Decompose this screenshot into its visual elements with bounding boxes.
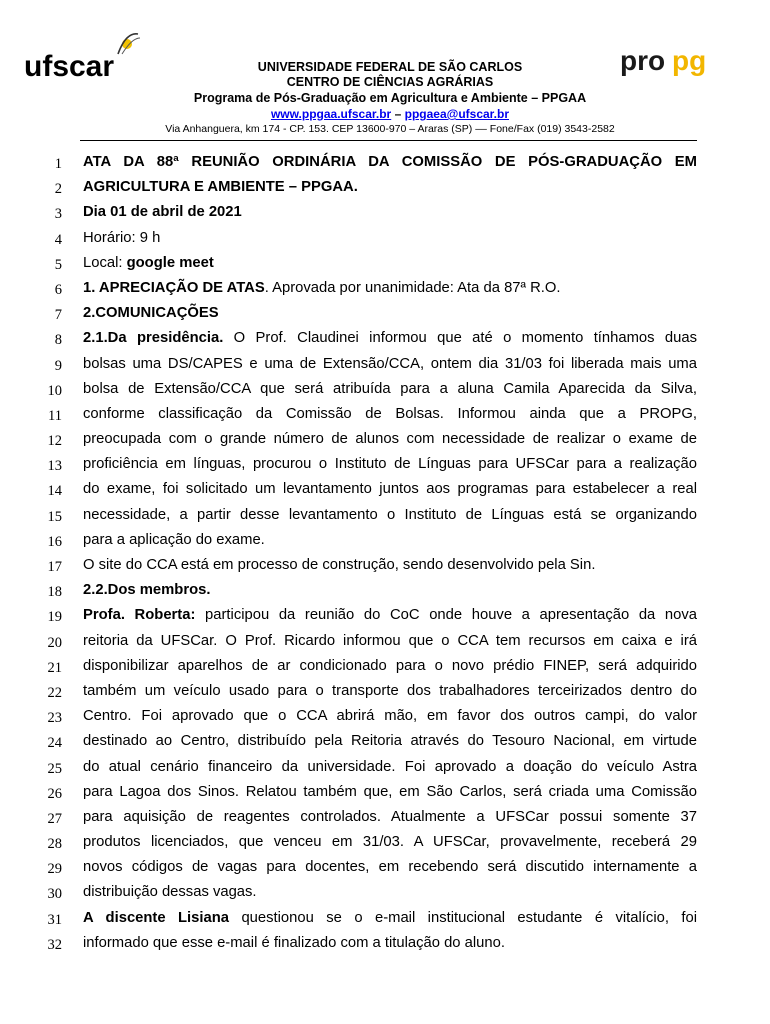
line-number: 27 [47, 810, 62, 827]
text-segment: Centro. Foi aprovado que o CCA abrirá mão, em favor dos outros campi, do valor [83, 708, 697, 725]
document-line [0, 202, 770, 227]
text-segment: bolsas uma DS/CAPES e uma de Extensão/CCA, ontem dia 31/03 foi liberada mais uma [83, 355, 697, 372]
line-number: 25 [47, 760, 62, 777]
text-segment: preocupada com o grande número de alunos com necessidade de realizar o exame de [83, 431, 697, 448]
line-text [83, 456, 697, 472]
text-segment: para Lagoa dos Sinos. Relatou também que, em São Carlos, será criada uma Comissão [83, 783, 697, 800]
document-line [0, 706, 770, 731]
address-line: Via Anhanguera, km 174 - CP. 153. CEP 13600-970 – Araras (SP) –– Fone/Fax (019) 3543-2582 [165, 123, 615, 135]
bold-text: A discente Lisiana [83, 909, 230, 926]
document-line [0, 479, 770, 504]
line-text [83, 381, 697, 397]
line-number: 18 [47, 584, 62, 601]
document-line [0, 152, 770, 177]
document-line [0, 832, 770, 857]
text-segment: bolsa de Extensão/CCA que será atribuída para a aluna Camila Aparecida da Silva, [83, 380, 697, 397]
line-number: 19 [47, 609, 62, 626]
document-line [0, 404, 770, 429]
line-number: 22 [47, 684, 62, 701]
bold-text: 2.COMUNICAÇÕES [83, 305, 219, 322]
document-line [0, 253, 770, 278]
line-text [83, 406, 697, 422]
line-number: 29 [47, 861, 62, 878]
bold-text: 1. APRECIAÇÃO DE ATAS [83, 279, 265, 296]
university-name: UNIVERSIDADE FEDERAL DE SÃO CARLOS [257, 60, 523, 74]
line-number: 14 [47, 483, 62, 500]
line-number: 5 [54, 256, 62, 273]
text-segment: distribuição dessas vagas. [83, 884, 257, 901]
text-segment: Local: [83, 254, 127, 271]
line-text [83, 834, 697, 850]
bold-text: ATA DA 88ª REUNIÃO ORDINÁRIA DA COMISSÃO DE PÓS-GRADUAÇÃO EM [83, 154, 697, 170]
line-text [83, 481, 697, 497]
line-number: 30 [47, 886, 62, 903]
line-text [83, 708, 697, 724]
document-line [0, 555, 770, 580]
document-line [0, 731, 770, 756]
ufscar-logo-text: ufscar [24, 50, 115, 83]
text-segment: para aquisição de reagentes controlados. Atualmente a UFSCar possui somente 37 [83, 808, 697, 825]
bold-text: 2.1.Da presidência. [83, 330, 224, 347]
line-number: 10 [47, 382, 62, 399]
document-line [0, 303, 770, 328]
line-number: 8 [54, 332, 62, 349]
line-text [83, 859, 697, 875]
link-separator: – [394, 107, 402, 121]
line-number: 31 [47, 911, 62, 928]
line-number: 23 [47, 710, 62, 727]
svg-text:pg: pg [672, 45, 707, 76]
text-segment: reitoria da UFSCar. O Prof. Ricardo informou que o CCA tem recursos em caixa e irá [83, 632, 697, 649]
text-segment: novos códigos de vagas para docentes, em recebendo será discutido internamente a [83, 859, 697, 876]
document-line [0, 530, 770, 555]
text-segment: do atual cenário financeiro da universidade. Foi aprovado a doação do veículo Astra [83, 758, 697, 775]
bold-text: AGRICULTURA E AMBIENTE – PPGAA. [83, 179, 358, 196]
line-number: 21 [47, 659, 62, 676]
line-text [83, 230, 697, 246]
document-line [0, 429, 770, 454]
line-number: 13 [47, 458, 62, 475]
text-segment: disponibilizar aparelhos de ar condicionado para o novo prédio FINEP, será adquirido [83, 657, 697, 674]
line-text [83, 255, 697, 271]
letterhead [0, 0, 770, 145]
line-number: 16 [47, 533, 62, 550]
line-number: 7 [54, 307, 62, 324]
line-text [83, 431, 697, 447]
line-text [83, 280, 697, 296]
line-number: 3 [54, 206, 62, 223]
text-segment: também um veículo usado para o transporte dos trabalhadores terceirizados dentro do [83, 682, 697, 699]
text-segment: conforme classificação da Comissão de Bolsas. Informou ainda que a PROPG, [83, 405, 697, 422]
document-line [0, 379, 770, 404]
document-line [0, 605, 770, 630]
document-line [0, 354, 770, 379]
document-line [0, 782, 770, 807]
text-segment: informado que esse e-mail é finalizado com a titulação do aluno. [83, 934, 505, 951]
document-line [0, 807, 770, 832]
text-segment: do exame, foi solicitado um levantamento juntos aos programas para estabelecer a real [83, 481, 697, 498]
text-segment: O Prof. Claudinei informou que até o momento tínhamos duas [223, 330, 698, 347]
line-text [83, 356, 697, 372]
line-number: 20 [47, 634, 62, 651]
text-segment: destinado ao Centro, distribuído pela Reitoria através do Tesouro Nacional, em virtude [83, 733, 697, 750]
header-divider [80, 140, 697, 141]
line-number: 12 [47, 433, 62, 450]
email-link[interactable]: ppgaea@ufscar.br [404, 107, 510, 121]
text-segment: Horário: 9 h [83, 229, 161, 246]
text-segment: para a aplicação do exame. [83, 531, 265, 548]
contact-links [140, 107, 640, 121]
line-text [83, 784, 697, 800]
document-line [0, 882, 770, 907]
text-segment: necessidade, a partir desse levantamento o Instituto de Línguas está se organizando [83, 506, 697, 523]
document-line [0, 757, 770, 782]
document-line [0, 656, 770, 681]
line-text [83, 532, 697, 548]
document-line [0, 328, 770, 353]
line-text [83, 809, 697, 825]
line-text [83, 305, 697, 321]
document-line [0, 278, 770, 303]
line-text [83, 733, 697, 749]
text-segment: questionou se o e-mail institucional estudante é vitalício, foi [229, 909, 697, 926]
line-text [83, 935, 697, 951]
document-line [0, 681, 770, 706]
program-name: Programa de Pós-Graduação em Agricultura e Ambiente – PPGAA [193, 91, 587, 105]
text-segment: O site do CCA está em processo de construção, sendo desenvolvido pela Sin. [83, 557, 596, 573]
line-number: 15 [47, 508, 62, 525]
document-line [0, 631, 770, 656]
line-text [83, 633, 697, 649]
line-text [83, 884, 697, 900]
line-text [83, 759, 697, 775]
text-segment: participou da reunião do CoC onde houve a apresentação da nova [195, 607, 698, 624]
document-line [0, 177, 770, 202]
document-line [0, 505, 770, 530]
line-number: 6 [54, 281, 62, 298]
line-number: 11 [48, 407, 62, 424]
line-text [83, 658, 697, 674]
document-line [0, 228, 770, 253]
bold-text: 2.2.Dos membros. [83, 582, 211, 599]
line-text [83, 507, 697, 523]
document-line [0, 933, 770, 958]
ufscar-logo [22, 28, 147, 88]
text-segment: produtos licenciados, que venceu em 31/03. A UFSCar, provavelmente, receberá 29 [83, 834, 697, 851]
text-segment: proficiência em línguas, procurou o Instituto de Línguas para UFSCar para a realização [83, 456, 697, 473]
document-line [0, 580, 770, 605]
line-text [83, 582, 697, 598]
line-text [83, 557, 697, 573]
line-text [83, 154, 697, 170]
line-number: 9 [54, 357, 62, 374]
line-text [83, 179, 697, 195]
line-text [83, 204, 697, 220]
line-text [83, 330, 697, 346]
document-line [0, 908, 770, 933]
center-name: CENTRO DE CIÊNCIAS AGRÁRIAS [286, 75, 494, 89]
minutes-body [0, 152, 770, 958]
line-number: 17 [47, 559, 62, 575]
line-number: 32 [47, 936, 62, 953]
line-number: 4 [54, 231, 62, 248]
website-link[interactable]: www.ppgaa.ufscar.br [270, 107, 392, 121]
bold-text: Dia 01 de abril de 2021 [83, 204, 242, 221]
svg-text:pro: pro [620, 45, 666, 76]
bold-text: google meet [126, 254, 214, 271]
line-text [83, 683, 697, 699]
document-line [0, 857, 770, 882]
line-number: 1 [54, 156, 62, 172]
text-segment: . Aprovada por unanimidade: Ata da 87ª R.O. [264, 279, 561, 296]
line-text [83, 910, 697, 926]
bold-text: Profa. Roberta: [83, 607, 196, 624]
line-number: 2 [54, 181, 62, 198]
line-number: 24 [47, 735, 62, 752]
line-text [83, 607, 697, 623]
line-number: 28 [47, 836, 62, 853]
line-number: 26 [47, 785, 62, 802]
document-line [0, 454, 770, 479]
